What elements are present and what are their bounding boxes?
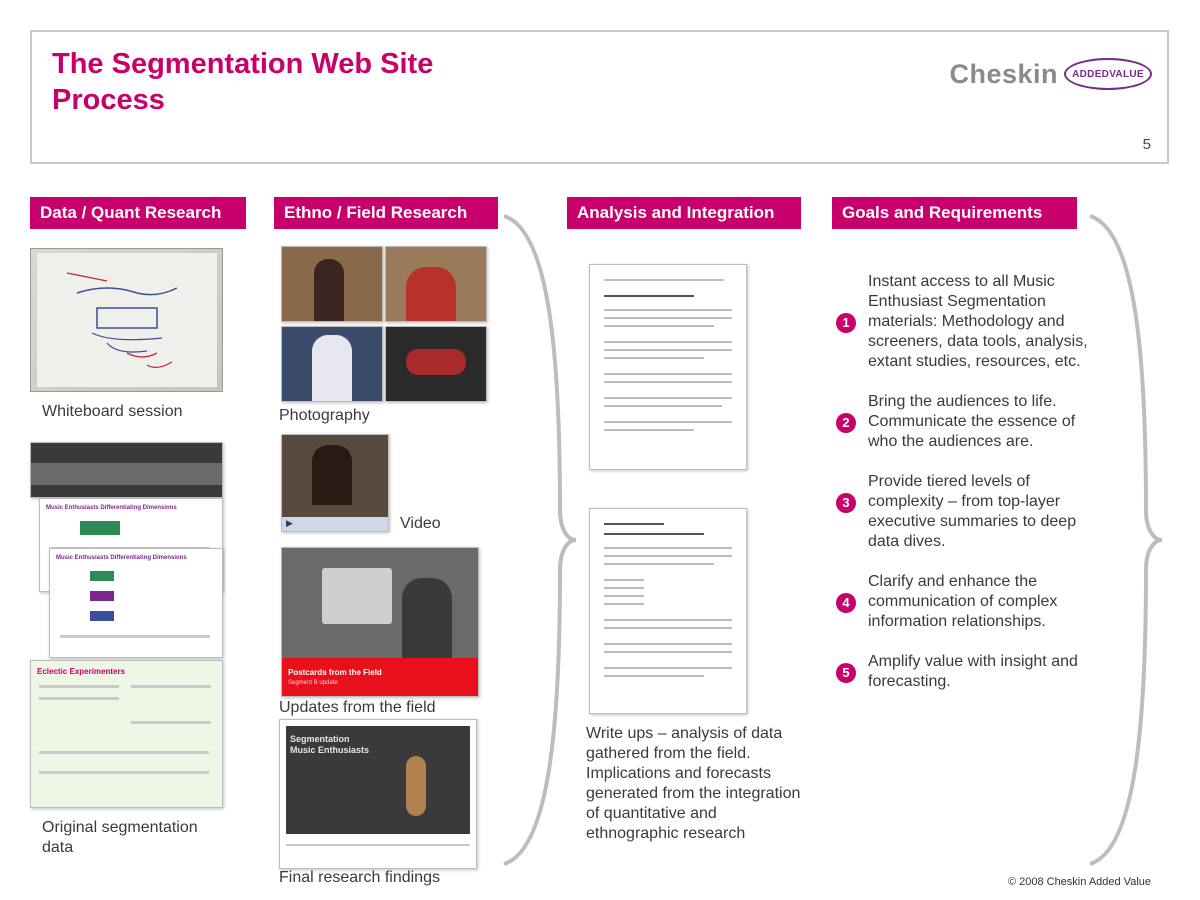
slide-3-row: [39, 697, 119, 700]
segmentation-data-label: Original segmentation data: [42, 819, 198, 856]
final-findings-label: Final research findings: [279, 869, 440, 886]
doc-line: [604, 309, 732, 311]
heading-analysis: Analysis and Integration: [567, 197, 801, 229]
doc-line: [604, 595, 644, 597]
final-slide-rule: [286, 844, 470, 846]
heading-goals: Goals and Requirements: [832, 197, 1077, 229]
slide-1-bar: [80, 521, 120, 535]
title-line-1: The Segmentation Web Site: [52, 48, 434, 80]
header-box: [30, 30, 1169, 164]
page-number: 5: [1142, 136, 1151, 153]
doc-line: [604, 563, 714, 565]
doc-line: [604, 405, 722, 407]
doc-line: [604, 373, 732, 375]
video-label: Video: [400, 515, 441, 532]
postcards-title: Postcards from the Field: [288, 668, 382, 677]
doc-line: [604, 429, 694, 431]
doc-line: [604, 603, 644, 605]
doc-line: [604, 587, 644, 589]
slide-3-row: [39, 751, 209, 754]
doc-line: [604, 325, 714, 327]
goal-number-5: 5: [836, 663, 856, 683]
slide-1-title: Music Enthusiasts Differentiating Dimensions: [46, 505, 177, 511]
write-up-document-1: [589, 264, 747, 470]
slide-2-bar-blue: [90, 611, 114, 621]
final-findings-slide: [279, 719, 477, 869]
slide-3-row: [39, 685, 119, 688]
goal-text-1: Instant access to all Music Enthusiast Segmentation materials: Methodology and screeners, data tools, analysis, extant studies, resources, etc.: [868, 273, 1088, 370]
photo-man-red-shirt: [385, 246, 487, 322]
company-logo: [949, 58, 1152, 90]
doc-line: [604, 295, 694, 297]
photography-label: Photography: [279, 407, 370, 424]
dimensions-slide-2: [49, 548, 223, 658]
doc-line: [604, 523, 664, 525]
doc-line: [604, 667, 732, 669]
doc-line: [604, 555, 732, 557]
equipment-shape: [406, 349, 466, 375]
whiteboard-label: Whiteboard session: [42, 403, 183, 420]
doc-line: [604, 317, 732, 319]
doc-line: [604, 279, 724, 281]
heading-data-quant: Data / Quant Research: [30, 197, 246, 229]
slide-2-row: [60, 635, 210, 638]
write-ups-text: Write ups – analysis of data gathered from the field. Implications and forecasts generated from the integration of quantitative and ethnographic research: [586, 725, 801, 842]
updates-label: Updates from the field: [279, 699, 436, 716]
doc-line: [604, 349, 732, 351]
slide-2-title: Music Enthusiasts Differentiating Dimensions: [56, 555, 187, 561]
doc-line: [604, 357, 704, 359]
doc-line: [604, 421, 732, 423]
final-slide-title: Segmentation Music Enthusiasts: [290, 734, 370, 755]
person-shape: [312, 335, 352, 401]
studio-photo: [30, 442, 223, 498]
goal-text-3: Provide tiered levels of complexity – from top-layer executive summaries to deep data dives.: [868, 473, 1077, 550]
title-line-2: Process: [52, 84, 165, 116]
doc-line: [604, 651, 732, 653]
postcards-from-field-card: [281, 547, 479, 697]
logo-badge: [1064, 58, 1152, 90]
logo-wordmark: Cheskin: [949, 58, 1058, 89]
slide-2-bar-green: [90, 571, 114, 581]
doc-line: [604, 381, 732, 383]
goal-number-1: 1: [836, 313, 856, 333]
final-findings-photo: [286, 726, 470, 834]
eclectic-experimenters-slide: [30, 660, 223, 808]
goal-text-2: Bring the audiences to life. Communicate the essence of who the audiences are.: [868, 393, 1076, 450]
studio-equipment-shape: [31, 463, 222, 485]
slide-3-row: [39, 771, 209, 774]
slide-3-row: [131, 685, 211, 688]
photo-equipment: [385, 326, 487, 402]
doc-line: [604, 643, 732, 645]
logo-badge-text: ADDEDVALUE: [1072, 68, 1144, 80]
video-player[interactable]: [281, 434, 389, 532]
doc-line: [604, 547, 732, 549]
left-brace-icon: [500, 210, 580, 870]
postcards-banner: [282, 658, 478, 696]
doc-line: [604, 627, 732, 629]
page-title: [52, 46, 433, 118]
slide-3-title: Eclectic Experimenters: [37, 667, 126, 676]
write-up-document-2: [589, 508, 747, 714]
person-shape: [312, 445, 352, 505]
heading-ethno-field: Ethno / Field Research: [274, 197, 498, 229]
doc-line: [604, 675, 704, 677]
goal-number-4: 4: [836, 593, 856, 613]
photo-woman: [281, 246, 383, 322]
whiteboard-sketch-icon: [37, 253, 217, 387]
doc-line: [604, 619, 732, 621]
guitar-shape: [406, 756, 426, 816]
laptop-shape: [322, 568, 392, 624]
doc-line: [604, 397, 732, 399]
person-shape: [406, 267, 456, 321]
goal-text-4: Clarify and enhance the communication of complex information relationships.: [868, 573, 1058, 630]
photo-man-guitar: [281, 326, 383, 402]
goal-number-2: 2: [836, 413, 856, 433]
goal-number-3: 3: [836, 493, 856, 513]
right-brace-icon: [1086, 210, 1166, 870]
whiteboard-photo: [30, 248, 223, 392]
person-shape: [402, 578, 452, 658]
person-shape: [314, 259, 344, 321]
doc-line: [604, 579, 644, 581]
play-icon[interactable]: ▶: [286, 518, 293, 528]
doc-line: [604, 533, 704, 535]
slide-3-row: [131, 721, 211, 724]
goal-text-5: Amplify value with insight and forecasting.: [868, 653, 1078, 690]
video-controls-bar[interactable]: [282, 517, 388, 531]
copyright-footer: © 2008 Cheskin Added Value: [1007, 876, 1151, 888]
doc-line: [604, 341, 732, 343]
postcards-subtitle: Segment B update: [288, 680, 338, 686]
slide-2-bar-purple: [90, 591, 114, 601]
